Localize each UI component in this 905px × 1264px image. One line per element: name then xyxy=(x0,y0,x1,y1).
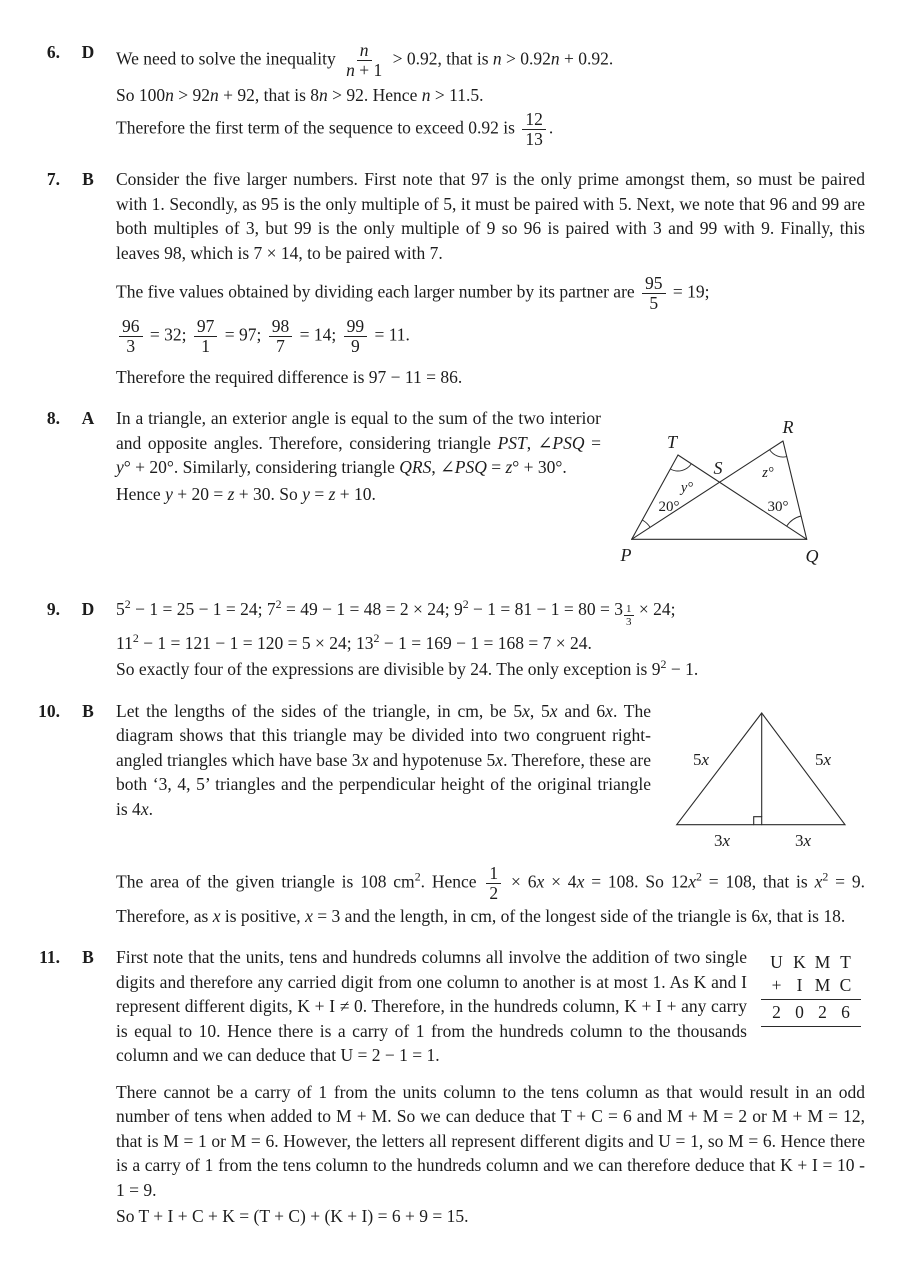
answer-letter: A xyxy=(81,408,95,429)
angle-label-y: y° xyxy=(680,480,694,497)
base-label-3x-right: 3x xyxy=(794,830,812,850)
sum-cell: 6 xyxy=(841,1001,850,1022)
side-label-5x-right: 5x xyxy=(814,749,832,769)
solution-text: The area of the given triangle is 108 $cm^2$. Hence $\frac{1}{2}$ × 6x × 4x = 108. So $12x^2 = 108$, that is $x^2 = 9$. Therefore, as x is positive, x = 3 and the length, in cm, of the longest side of the triangle is 6x, that is 18. xyxy=(116,862,865,926)
solution-10 xyxy=(26,699,865,930)
sum-cell: U xyxy=(770,952,783,973)
solution-text: The five values obtained by dividing each larger number by its partner are $\frac{95}{5}$ = 19; xyxy=(116,273,710,313)
solution-11 xyxy=(26,945,865,1231)
solution-text: So T + I + C + K = (T + C) + (K + I) = 6 + 9 = 15. xyxy=(116,1206,469,1227)
answer-letter: D xyxy=(81,599,95,620)
question-number: 8. xyxy=(46,408,60,429)
vertex-label-S: S xyxy=(713,458,723,479)
sum-row-top xyxy=(761,951,861,974)
answer-letter: B xyxy=(82,947,94,968)
solution-text: There cannot be a carry of 1 from the units column to the tens column as that would result in an odd number of tens when added to M + M. So we can deduce that T + C = 6 and M + M = 2 or M + M = 12, that is M = 1 or M = 6. However, the letters all represent different digits and U = 1, so M = 6. Hence there is a carry of 1 from the tens column to the hundreds column and we can therefore deduce that K + I = 10 - 1 = 9. xyxy=(116,1081,865,1200)
angle-label-20: 20° xyxy=(658,499,680,516)
answer-letter: B xyxy=(82,169,94,190)
vertex-label-T: T xyxy=(666,432,678,453)
solution-text: Let the lengths of the sides of the triangle, in cm, be 5x, 5x and 6x. The diagram shows that this triangle may be divided into two congruent right-angled triangles which have base 3x and hypotenuse 5x. Therefore, these are both ‘3, 4, 5’ triangles and the perpendicular height of the original triangle is 4x. xyxy=(116,700,651,819)
question-number: 6. xyxy=(46,42,60,62)
sum-cell: T xyxy=(840,952,851,973)
question-number: 9. xyxy=(46,599,60,620)
segment-RQ xyxy=(783,441,807,539)
segment-PT xyxy=(632,455,678,539)
solution-text: First note that the units, tens and hundreds columns all involve the addition of two single digits and therefore any carried digit from one column to another is at most 1. As K and I represent different digits, K + I ≠ 0. Therefore, in the hundreds column, K + I + any carry is equal to 10. Hence there is a carry of 1 from the hundreds column to the thousands column and we can deduce that U = 2 − 1 = 1. xyxy=(116,947,747,1066)
solution-9 xyxy=(26,597,865,684)
question-number: 7. xyxy=(46,169,60,190)
sum-cell: I xyxy=(796,975,803,996)
solution-6 xyxy=(26,40,865,152)
answer-letter: B xyxy=(82,700,94,721)
sum-row-result xyxy=(761,999,861,1027)
solution-8 xyxy=(26,406,865,582)
angle-arc-R xyxy=(770,450,787,457)
vertex-label-Q: Q xyxy=(805,546,819,567)
sum-cell: K xyxy=(793,952,806,973)
vertex-label-R: R xyxy=(782,417,794,438)
angle-arc-P xyxy=(642,520,650,527)
sum-cell: 0 xyxy=(795,1001,804,1022)
solution-text: Hence y + 20 = z + 30. So y = z + 10. xyxy=(116,483,376,504)
solution-text: So exactly four of the expressions are divisible by 24. The only exception is $9^2 - 1$. xyxy=(116,657,699,680)
answer-letter: D xyxy=(81,42,95,62)
sum-cell: M xyxy=(814,952,831,973)
sum-cell: 2 xyxy=(772,1001,781,1022)
solution-text: $5^2 - 1 = 25 - 1 = 24$; $7^2 = 49 - 1 = 48 = 2 \times 24$; $9^2 - 1 = 81 - 1 = 80 = 3$ $\frac{1}{3}$ × 24; xyxy=(116,597,676,629)
solution-7 xyxy=(26,167,865,391)
plus-sign: + xyxy=(771,975,782,996)
segment-PR xyxy=(632,441,783,539)
solution-text: Therefore the required difference is 97 − 11 = 86. xyxy=(116,366,463,387)
question-number: 11. xyxy=(39,947,60,968)
solution-text: $11^2 - 1 = 121 - 1 = 120 = 5 \times 24$; $13^2 - 1 = 169 - 1 = 168 = 7 \times 24$. xyxy=(116,630,592,653)
side-label-5x-left: 5x xyxy=(692,749,710,769)
sum-row-addend xyxy=(761,974,861,997)
angle-label-30: 30° xyxy=(767,499,789,516)
triangle-diagram-q10 xyxy=(665,701,865,859)
solution-text: Therefore the first term of the sequence to exceed 0.92 is $\frac{12}{13}$ . xyxy=(116,109,554,150)
solution-text: $\frac{96}{3}$ = 32; $\frac{97}{1}$ = 97; $\frac{98}{7}$ = 14; $\frac{99}{9}$ = 11. xyxy=(116,316,865,357)
sum-cell: C xyxy=(839,975,852,996)
right-angle-mark xyxy=(754,816,762,824)
solution-text: In a triangle, an exterior angle is equal to the sum of the two interior and opposite angles. Therefore, considering triangle PST, ∠PSQ = y° + 20°. Similarly, considering triangle QRS, ∠PSQ = z° + 30°. xyxy=(116,408,601,478)
angle-arc-Q xyxy=(787,516,802,526)
angle-label-z: z° xyxy=(762,465,774,482)
question-number: 10. xyxy=(38,700,60,721)
solution-text: We need to solve the inequality $\frac{n}{n + 1}$ > 0.92, that is n > 0.92n + 0.92. xyxy=(116,40,614,80)
vertex-label-P: P xyxy=(620,545,632,566)
angle-arc-T xyxy=(670,464,691,471)
solution-text: Consider the five larger numbers. First note that 97 is the only prime amongst them, so must be paired with 1. Secondly, as 95 is the only multiple of 5, it must be paired with 5. Next, we note that 96 and 99 are both multiples of 3, but 99 is the only multiple of 9 so 96 is paired with 3 and 99 with 9. Finally, this leaves 98, which is 7 × 14, to be paired with 7. xyxy=(116,169,865,263)
base-label-3x-left: 3x xyxy=(713,830,731,850)
sum-cell: 2 xyxy=(818,1001,827,1022)
triangle-diagram-q8 xyxy=(615,408,865,578)
sum-cell: M xyxy=(814,975,831,996)
solution-text: So 100n > 92n + 92, that is 8n > 92. Hence n > 11.5. xyxy=(116,84,484,105)
addition-sum xyxy=(761,951,861,1027)
